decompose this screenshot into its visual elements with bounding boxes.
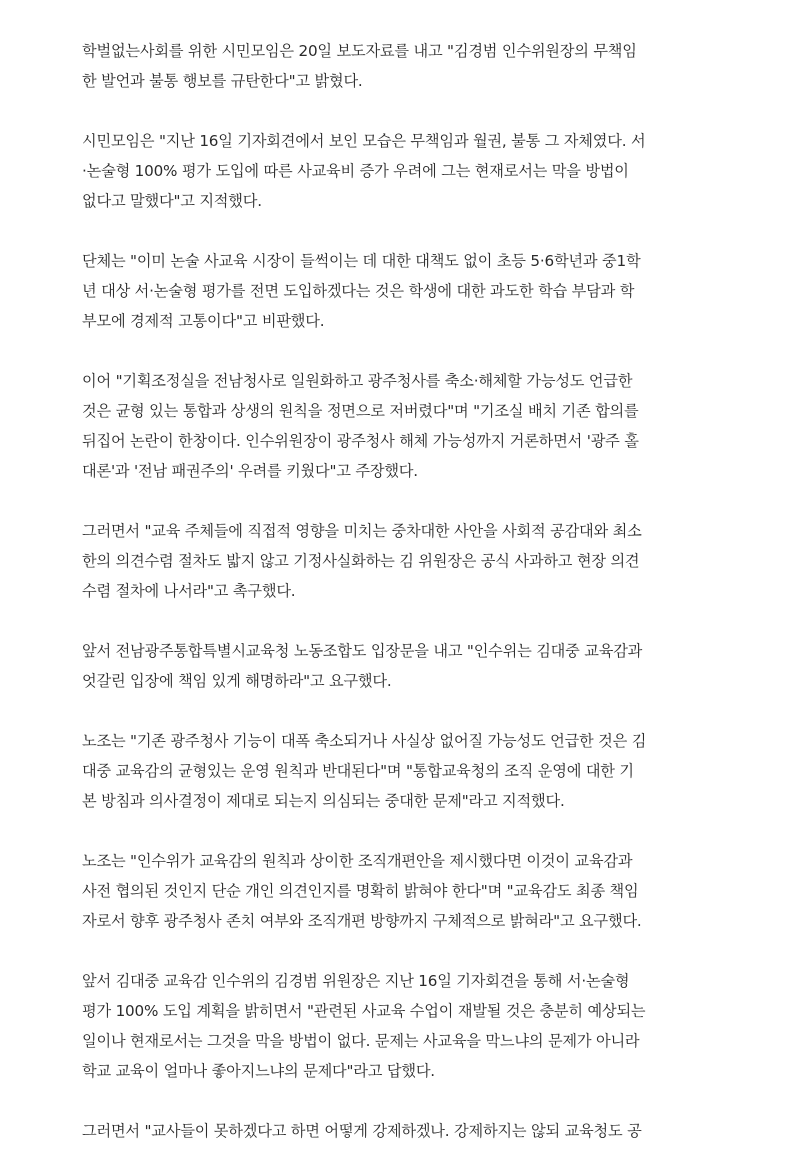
paragraph-line: 수렴 절차에 나서라"고 촉구했다. (82, 582, 296, 600)
paragraph-line: 단체는 "이미 논술 사교육 시장이 들썩이는 데 대한 대책도 없이 초등 5·6학년과 중1학 (82, 252, 641, 270)
paragraph-line: 앞서 전남광주통합특별시교육청 노동조합도 입장문을 내고 "인수위는 김대중 교육감과 (82, 642, 643, 660)
article-body (82, 36, 714, 1176)
article-paragraph (82, 726, 714, 816)
article-paragraph (82, 516, 714, 606)
paragraph-line: 그러면서 "교육 주체들에 직접적 영향을 미치는 중차대한 사안을 사회적 공감대와 최소 (82, 522, 642, 540)
paragraph-line: 자로서 향후 광주청사 존치 여부와 조직개편 방향까지 구체적으로 밝혀라"고 요구했다. (82, 912, 642, 930)
article-paragraph (82, 846, 714, 936)
paragraph-line: 대론'과 '전남 패권주의' 우려를 키웠다"고 주장했다. (82, 462, 418, 480)
paragraph-line: 일이나 현재로서는 그것을 막을 방법이 없다. 문제는 사교육을 막느냐의 문제가 아니라 (82, 1032, 640, 1050)
paragraph-line: 대중 교육감의 균형있는 운영 원칙과 반대된다"며 "통합교육청의 조직 운영에 대한 기 (82, 762, 634, 780)
article-paragraph (82, 636, 714, 696)
paragraph-line: 평가 100% 도입 계획을 밝히면서 "관련된 사교육 수업이 재발될 것은 충분히 예상되는 (82, 1002, 646, 1020)
article-paragraph (82, 1116, 714, 1146)
article-paragraph (82, 366, 714, 486)
paragraph-line: 학교 교육이 얼마나 좋아지느냐의 문제다"라고 답했다. (82, 1062, 435, 1080)
paragraph-line: 앞서 김대중 교육감 인수위의 김경범 위원장은 지난 16일 기자회견을 통해 서·논술형 (82, 972, 630, 990)
article-paragraph (82, 246, 714, 336)
paragraph-line: 그러면서 "교사들이 못하겠다고 하면 어떻게 강제하겠나. 강제하지는 않되 교육청도 공 (82, 1122, 642, 1140)
paragraph-line: 한의 의견수렴 절차도 밟지 않고 기정사실화하는 김 위원장은 공식 사과하고 현장 의견 (82, 552, 640, 570)
paragraph-line: 이어 "기획조정실을 전남청사로 일원화하고 광주청사를 축소·해체할 가능성도 언급한 (82, 372, 633, 390)
article-paragraph (82, 966, 714, 1086)
paragraph-line: 한 발언과 불통 행보를 규탄한다"고 밝혔다. (82, 72, 363, 90)
paragraph-line: 본 방침과 의사결정이 제대로 되는지 의심되는 중대한 문제"라고 지적했다. (82, 792, 565, 810)
paragraph-line: 시민모임은 "지난 16일 기자회견에서 보인 모습은 무책임과 월권, 불통 그 자체였다. 서 (82, 132, 646, 150)
paragraph-line: 없다고 말했다"고 지적했다. (82, 192, 262, 210)
paragraph-line: ·논술형 100% 평가 도입에 따른 사교육비 증가 우려에 그는 현재로서는 막을 방법이 (82, 162, 629, 180)
paragraph-line: 노조는 "기존 광주청사 기능이 대폭 축소되거나 사실상 없어질 가능성도 언급한 것은 김 (82, 732, 647, 750)
article-paragraph (82, 36, 714, 96)
article-paragraph (82, 126, 714, 216)
paragraph-line: 사전 협의된 것인지 단순 개인 의견인지를 명확히 밝혀야 한다"며 "교육감도 최종 책임 (82, 882, 639, 900)
paragraph-line: 학벌없는사회를 위한 시민모임은 20일 보도자료를 내고 "김경범 인수위원장의 무책임 (82, 42, 637, 60)
paragraph-line: 뒤집어 논란이 한창이다. 인수위원장이 광주청사 해체 가능성까지 거론하면서 '광주 홀 (82, 432, 639, 450)
paragraph-line: 엇갈린 입장에 책임 있게 해명하라"고 요구했다. (82, 672, 392, 690)
paragraph-line: 것은 균형 있는 통합과 상생의 원칙을 정면으로 저버렸다"며 "기조실 배치 기존 합의를 (82, 402, 639, 420)
paragraph-line: 부모에 경제적 고통이다"고 비판했다. (82, 312, 325, 330)
paragraph-line: 년 대상 서·논술형 평가를 전면 도입하겠다는 것은 학생에 대한 과도한 학습 부담과 학 (82, 282, 635, 300)
paragraph-line: 노조는 "인수위가 교육감의 원칙과 상이한 조직개편안을 제시했다면 이것이 교육감과 (82, 852, 633, 870)
